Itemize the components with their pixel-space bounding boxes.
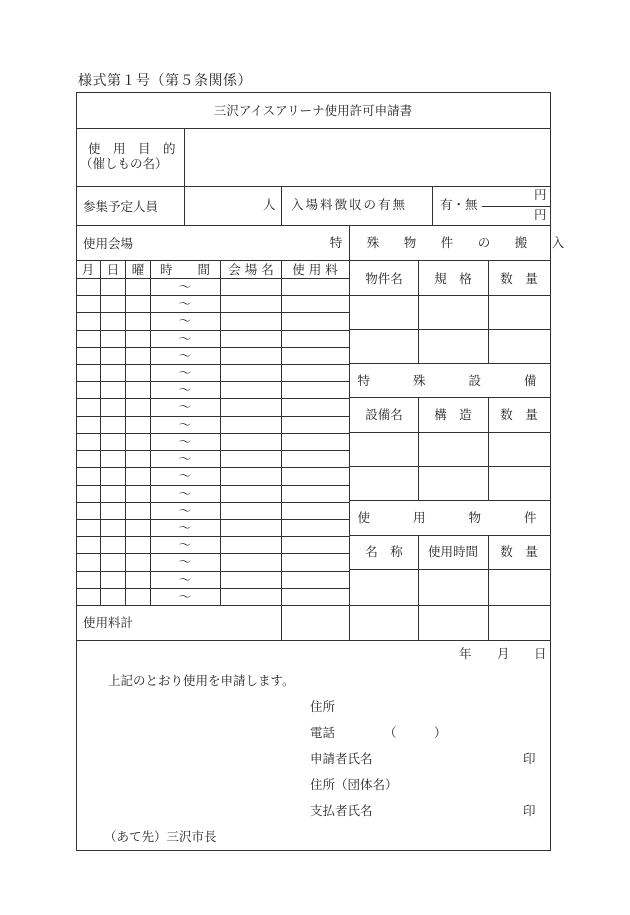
col-time: 時 間	[159, 262, 211, 277]
col-month: 月	[81, 262, 95, 277]
payer-seal: 印	[523, 803, 536, 818]
venue-row-time-tilde: ～	[178, 589, 192, 604]
group-address-label: 住所（団体名）	[310, 777, 398, 792]
used-items-col-name: 名 称	[365, 544, 403, 559]
purpose-label: 使 用 目 的	[88, 141, 176, 156]
col-day: 日	[106, 262, 120, 277]
venue-row-time-tilde: ～	[178, 296, 192, 311]
col-venue-name: 会 場 名	[228, 262, 274, 277]
special-equipment-col-qty: 数 量	[500, 407, 538, 422]
venue-row-time-tilde: ～	[178, 554, 192, 569]
applicant-seal: 印	[523, 751, 536, 766]
yen-label-1: 円	[534, 187, 547, 202]
venue-row-time-tilde: ～	[178, 503, 192, 518]
statement: 上記のとおり使用を申請します。	[108, 673, 295, 688]
payer-label: 支払者氏名	[310, 803, 373, 818]
applicant-label: 申請者氏名	[310, 751, 373, 766]
venue-row-time-tilde: ～	[178, 417, 192, 432]
venue-row-time-tilde: ～	[178, 313, 192, 328]
form-title: 三沢アイスアリーナ使用許可申請書	[213, 103, 413, 118]
venue-row-time-tilde: ～	[178, 451, 192, 466]
venue-row-time-tilde: ～	[178, 537, 192, 552]
venue-row-time-tilde: ～	[178, 520, 192, 535]
used-items-col-qty: 数 量	[500, 544, 538, 559]
venue-row-time-tilde: ～	[178, 331, 192, 346]
special-items-col-spec: 規 格	[434, 271, 472, 286]
venue-row-time-tilde: ～	[178, 468, 192, 483]
special-items-col-qty: 数 量	[500, 271, 538, 286]
attendance-unit: 人	[263, 197, 276, 212]
col-fee: 使 用 料	[292, 262, 338, 277]
total-label: 使用料計	[83, 615, 134, 630]
venue-row-time-tilde: ～	[178, 382, 192, 397]
venue-row-time-tilde: ～	[178, 348, 192, 363]
phone-label: 電話	[310, 725, 336, 740]
special-equipment-header: 特 殊 設 備	[357, 373, 543, 388]
address-label: 住所	[310, 699, 336, 714]
venue-label: 使用会場	[83, 236, 134, 251]
addressee: （あて先）三沢市長	[104, 829, 217, 844]
date-day: 日	[534, 646, 547, 661]
used-items-col-time: 使用時間	[427, 544, 479, 559]
phone-paren: （ ）	[384, 725, 447, 740]
venue-row-time-tilde: ～	[178, 486, 192, 501]
venue-row-time-tilde: ～	[178, 279, 192, 294]
special-items-col-name: 物件名	[365, 271, 403, 286]
attendance-label: 参集予定人員	[83, 199, 159, 214]
venue-row-time-tilde: ～	[178, 434, 192, 449]
admission-label: 入場料徴収の有無	[291, 197, 408, 212]
purpose-field[interactable]	[192, 142, 542, 178]
venue-row-time-tilde: ～	[178, 365, 192, 380]
used-items-header: 使 用 物 件	[357, 510, 543, 525]
special-equipment-col-structure: 構 造	[434, 407, 472, 422]
date-month: 月	[497, 646, 510, 661]
attendance-field[interactable]	[190, 194, 260, 218]
special-equipment-col-name: 設備名	[365, 407, 403, 422]
date-year: 年	[459, 646, 472, 661]
purpose-sub-label: （催しもの名）	[80, 156, 168, 171]
venue-row-time-tilde: ～	[178, 572, 192, 587]
special-items-header: 特 殊 物 件 の 搬 入	[329, 235, 571, 250]
form-number: 様式第１号（第５条関係）	[78, 73, 252, 89]
yen-label-2: 円	[534, 207, 547, 222]
venue-row-time-tilde: ～	[178, 399, 192, 414]
col-weekday: 曜	[131, 262, 145, 277]
admission-choice[interactable]: 有・無	[440, 197, 478, 212]
